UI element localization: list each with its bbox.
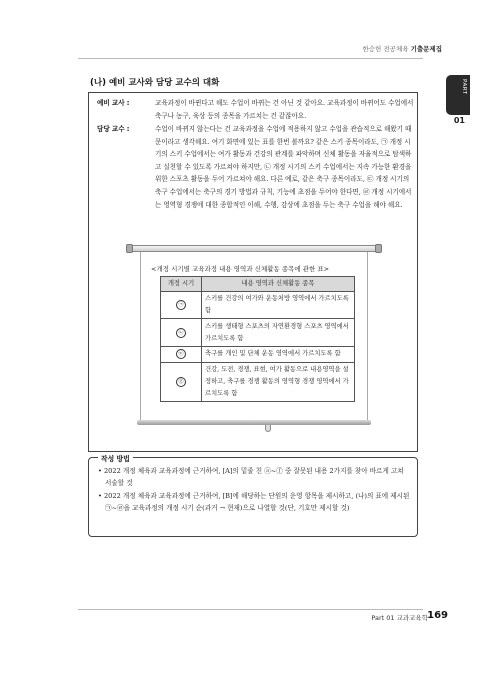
method-item: • 2022 개정 체육과 교육과정에 근거하여, [A]의 밑줄 친 ⓐ~ⓕ 중 잘못된 내용 2가지를 찾아 바르게 고쳐 서술할 것 bbox=[98, 467, 404, 488]
table-header-period: 개정 시기 bbox=[161, 277, 202, 292]
projector-roller-cap-right bbox=[375, 244, 382, 253]
table-cell-period bbox=[161, 362, 202, 401]
dialogue-line-professor bbox=[97, 123, 415, 211]
table-title: <개정 시기별 교육과정 내용 영역과 신체활동 종목에 관한 표> bbox=[151, 265, 330, 273]
period-mark: ㉣ bbox=[176, 377, 186, 387]
part-tab-number: 01 bbox=[453, 116, 465, 125]
projector-screen-bottom-bar bbox=[137, 420, 371, 425]
table-header-row bbox=[161, 277, 355, 292]
part-tab-label: PART bbox=[461, 79, 467, 95]
section-title: (나) 예비 교사와 담당 교수의 대화 bbox=[90, 78, 220, 88]
speech-text: 수업이 바뀌지 않는다는 건 교육과정을 수업에 적용하지 않고 수업을 관습적으로 해왔기 때문이라고 생각해요. 여기 화면에 있는 표를 한번 볼까요? 같은 스키 종목이라도, ㉠ 개정 시기의 스키 수업에서는 여가 활동과 건강의 관계를 파악하며 신체 활동을 자율적으로 탐색하고 실천할 수 있도록 가르쳐야 하지만, ㉡ 개정 시기의 스키 수업에서는 지속 가능한 환경을 위한 스포츠 활동을 두어 가르쳐야 해요. 다른 예로, 같은 축구 종목이라도, ㉢ 개정 시기의 축구 수업에서는 축구의 경기 방법과 규칙, 기능에 초점을 두어야 한다면, ㉣ 개정 시기에서는 영역형 경쟁에 대한 종합적인 이해, 수행, 감상에 초점을 두는 축구 수업을 해야 해요. bbox=[155, 125, 412, 209]
table-row bbox=[161, 346, 355, 362]
period-mark: ㉡ bbox=[176, 328, 186, 338]
table-cell-content: 축구를 개인 및 단체 운동 영역에서 가르치도록 함 bbox=[202, 346, 355, 362]
table-cell-period bbox=[161, 346, 202, 362]
table-row bbox=[161, 362, 355, 401]
projector-pull-handle bbox=[265, 425, 271, 432]
method-list bbox=[98, 465, 410, 515]
method-item: • 2022 개정 체육과 교육과정에 근거하여, [B]에 해당하는 단원의 운영 항목을 제시하고, (나)의 표에 제시된 ㉠~㉣을 교육과정의 개정 시기 순(과거 → 현재)으로 나열할 것(단, 기호만 제시할 것) bbox=[98, 491, 410, 513]
header-rule bbox=[78, 58, 423, 59]
table-row bbox=[161, 319, 355, 347]
period-table bbox=[160, 276, 355, 402]
header-book: 한승헌 전공체육 bbox=[362, 45, 409, 53]
page-number: 169 bbox=[427, 610, 448, 621]
table-cell-content: 스키를 생태형 스포츠의 자연환경형 스포츠 영역에서 가르치도록 함 bbox=[202, 319, 355, 347]
table-row bbox=[161, 291, 355, 319]
speech-text: 교육과정이 바뀐다고 해도 수업이 바뀌는 건 아닌 것 같아요. 교육과정이 바뀌어도 수업에서 축구나 농구, 육상 등의 종목을 가르치는 건 같잖아요. bbox=[155, 99, 414, 120]
projector-screen-roller bbox=[130, 245, 378, 252]
table-cell-period bbox=[161, 291, 202, 319]
period-mark: ㉢ bbox=[176, 349, 186, 359]
method-title: 작성 방법 bbox=[98, 453, 133, 463]
table-cell-content: 건강, 도전, 경쟁, 표현, 여가 활동으로 내용영역을 설정하고, 축구를 경쟁 활동의 영역형 경쟁 영역에서 가르치도록 함 bbox=[202, 362, 355, 401]
dialogue-line-student bbox=[97, 97, 415, 122]
period-mark: ㉠ bbox=[176, 300, 186, 310]
speaker-label: 담당 교수 : bbox=[97, 125, 130, 133]
footer-text: Part 01 교과교육학 bbox=[371, 614, 428, 622]
running-header bbox=[362, 44, 442, 53]
speaker-label: 예비 교사 : bbox=[97, 99, 130, 107]
table-cell-content: 스키를 건강의 여가와 운동처방 영역에서 가르치도록 함 bbox=[202, 291, 355, 319]
projector-roller-cap-left bbox=[126, 244, 133, 253]
footer-rule bbox=[78, 609, 423, 610]
table-cell-period bbox=[161, 319, 202, 347]
header-series: 기출문제집 bbox=[410, 45, 442, 53]
table-header-content: 내용 영역과 신체활동 종목 bbox=[202, 277, 355, 292]
